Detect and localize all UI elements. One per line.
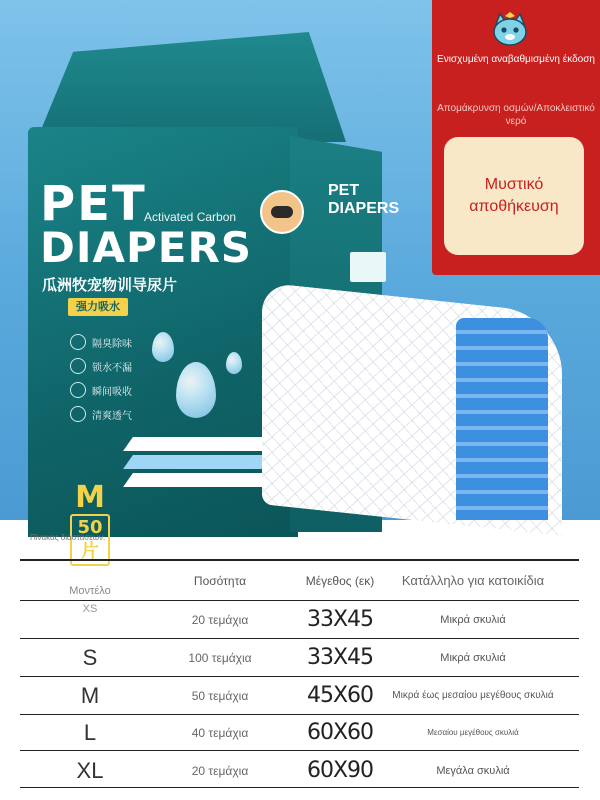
table-row xyxy=(20,677,579,715)
quantity-cell: 50 τεμάχια xyxy=(191,688,249,703)
folded-pads-stack xyxy=(456,318,548,520)
deodorize-icon xyxy=(70,334,86,350)
size-cell: 33X45 xyxy=(306,644,374,670)
feature-label: 瞬间吸收 xyxy=(92,386,132,398)
size-cell: 60X90 xyxy=(306,757,374,783)
size-cell: 45X60 xyxy=(306,682,374,708)
pad-layer xyxy=(123,473,283,487)
feature-item xyxy=(70,382,132,398)
chinese-product-title: 瓜洲牧宠物训导尿片 xyxy=(42,277,178,294)
quantity-cell: 20 τεμάχια xyxy=(191,763,249,778)
feature-item xyxy=(70,358,132,374)
size-table xyxy=(20,559,579,788)
header-quantity: Ποσότητα xyxy=(193,573,247,588)
pad-layer xyxy=(123,455,283,469)
promo-subline: Απομάκρυνση οσμών/Αποκλειστικό νερό xyxy=(437,103,595,127)
model-cell: XL xyxy=(76,757,104,783)
pad-layer xyxy=(123,437,283,451)
feature-label: 隔臭除味 xyxy=(92,338,132,350)
table-row xyxy=(20,639,579,677)
absorbency-tag: 强力吸水 xyxy=(68,298,128,316)
dog-mascot-icon xyxy=(260,190,304,234)
header-size: Μέγεθος (εκ) xyxy=(305,573,375,588)
side-info-panel xyxy=(350,252,386,282)
table-caption: Πίνακας διαστάσεων: xyxy=(30,533,106,542)
promo-headline: Ενισχυμένη αναβαθμισμένη έκδοση xyxy=(437,54,595,65)
feature-label: 清爽透气 xyxy=(92,410,132,422)
model-cell: S xyxy=(82,644,98,670)
suitable-cell: Μικρά σκυλιά xyxy=(440,613,506,626)
water-drop-graphic xyxy=(226,352,242,374)
size-cell: 33X45 xyxy=(306,606,374,632)
cat-mascot-icon xyxy=(490,12,530,48)
suitable-cell: Μεσαίου μεγέθους σκυλιά xyxy=(427,727,519,737)
model-cell: L xyxy=(83,719,97,745)
promo-panel xyxy=(432,0,600,275)
size-letter: M xyxy=(75,480,105,515)
side-brand-line-2: DIAPERS xyxy=(328,200,400,217)
suitable-cell: Μικρά έως μεσαίου μεγέθους σκυλιά xyxy=(392,689,554,701)
count-label: 50片 xyxy=(70,514,110,566)
quantity-cell: 100 τεμάχια xyxy=(188,650,252,665)
suitable-cell: Μικρά σκυλιά xyxy=(440,651,506,664)
quantity-cell: 40 τεμάχια xyxy=(191,725,249,740)
suitable-cell: Μεγάλα σκυλιά xyxy=(436,764,510,777)
header-model: Μοντέλο xyxy=(69,585,111,597)
package-top-flap xyxy=(36,32,346,142)
lock-icon xyxy=(70,358,86,374)
brand-line-1: PET xyxy=(40,176,147,232)
header-suitable: Κατάλληλο για κατοικίδια xyxy=(401,572,545,588)
side-brand-line-1: PET xyxy=(328,182,360,199)
feature-item xyxy=(70,406,132,422)
breathable-icon xyxy=(70,406,86,422)
promo-highlight-box: Μυστικό αποθήκευση xyxy=(444,137,584,255)
table-header-row xyxy=(20,561,579,601)
model-cell: XS xyxy=(82,603,98,615)
table-row xyxy=(20,751,579,790)
brand-line-2: DIAPERS xyxy=(40,223,253,272)
feature-item xyxy=(70,334,132,350)
table-row xyxy=(20,715,579,751)
quantity-cell: 20 τεμάχια xyxy=(191,612,249,627)
water-drop-graphic xyxy=(152,332,174,362)
table-row xyxy=(20,601,579,639)
side-brand xyxy=(328,182,399,218)
size-cell: 60X60 xyxy=(306,719,374,745)
model-cell: M xyxy=(80,682,100,708)
activated-carbon-label: Activated Carbon xyxy=(144,210,237,224)
water-drop-icon xyxy=(70,382,86,398)
feature-label: 锁水不漏 xyxy=(92,362,132,374)
